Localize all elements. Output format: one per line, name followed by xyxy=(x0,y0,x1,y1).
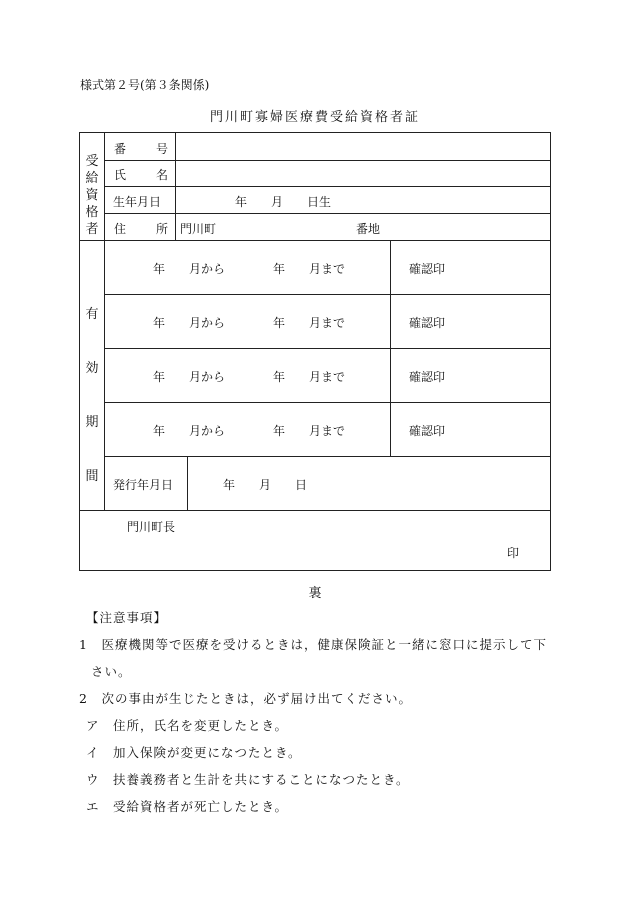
back-side-heading: 裏 xyxy=(308,586,322,601)
issue-date-value: 年 月 日 xyxy=(223,478,308,492)
issue-date-label: 発行年月日 xyxy=(113,478,174,492)
address-suffix: 番地 xyxy=(356,222,381,236)
notes-title: 【注意事項】 xyxy=(86,610,168,625)
issuer-name: 門川町長 xyxy=(127,520,176,534)
certificate-table xyxy=(79,132,551,571)
validity-to: 年 月まで xyxy=(273,424,346,438)
seal-label: 確認印 xyxy=(409,316,446,330)
note-item-1-cont: さい。 xyxy=(91,664,132,679)
note-sub-item: イ 加入保険が変更になつたとき。 xyxy=(86,745,302,760)
validity-from: 年 月から xyxy=(153,424,226,438)
validity-group-label: 有 効 期 間 xyxy=(85,307,99,484)
name-label-1: 氏 xyxy=(114,168,127,182)
seal-label: 確認印 xyxy=(409,424,446,438)
validity-from: 年 月から xyxy=(153,262,226,276)
note-sub-item: エ 受給資格者が死亡したとき。 xyxy=(86,799,289,814)
validity-to: 年 月まで xyxy=(273,262,346,276)
dob-label: 生年月日 xyxy=(113,195,162,209)
address-label-2: 所 xyxy=(156,222,169,236)
number-label-2: 号 xyxy=(156,142,169,156)
form-number: 様式第２号(第３条関係) xyxy=(80,78,210,92)
note-sub-item: ア 住所，氏名を変更したとき。 xyxy=(86,718,289,733)
number-label-1: 番 xyxy=(114,142,127,156)
note-item-2: 2 次の事由が生じたときは，必ず届け出てください。 xyxy=(79,691,412,706)
seal-label: 確認印 xyxy=(409,370,446,384)
seal-mark: 印 xyxy=(507,546,520,560)
validity-from: 年 月から xyxy=(153,316,226,330)
address-town: 門川町 xyxy=(180,222,217,236)
note-sub-item: ウ 扶養義務者と生計を共にすることになつたとき。 xyxy=(86,772,410,787)
note-item-1: 1 医療機関等で医療を受けるときは，健康保険証と一緒に窓口に提示して下 xyxy=(79,637,547,652)
address-label-1: 住 xyxy=(114,222,127,236)
document-title: 門川町寡婦医療費受給資格者証 xyxy=(209,110,420,125)
validity-to: 年 月まで xyxy=(273,316,346,330)
dob-value: 年 月 日生 xyxy=(235,195,332,209)
validity-from: 年 月から xyxy=(153,370,226,384)
validity-to: 年 月まで xyxy=(273,370,346,384)
name-label-2: 名 xyxy=(156,168,169,182)
seal-label: 確認印 xyxy=(409,262,446,276)
recipient-group-label: 受 給 資 格 者 xyxy=(85,154,99,237)
